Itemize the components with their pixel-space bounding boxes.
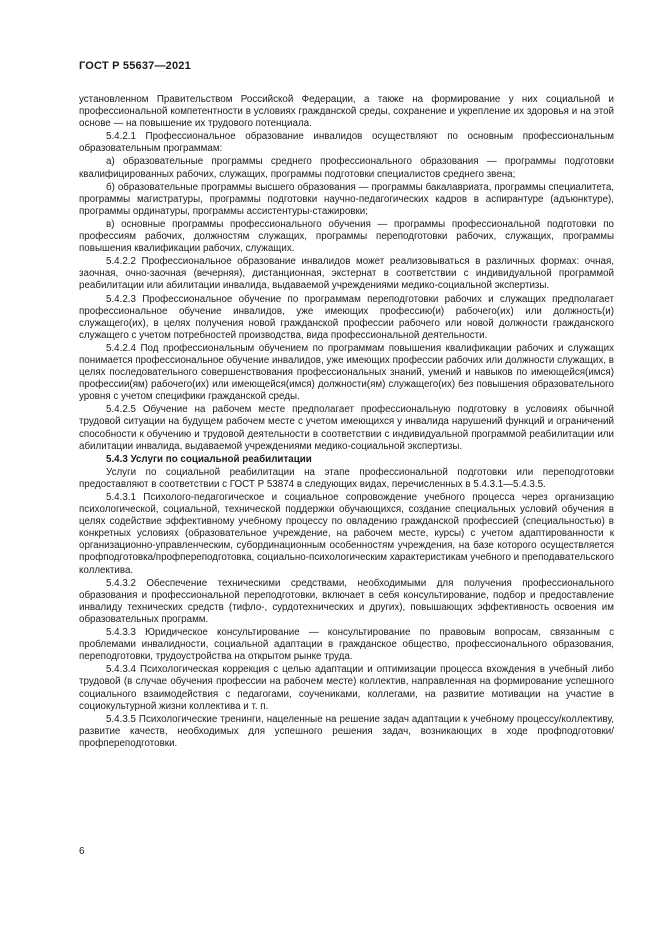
document-header-id: ГОСТ Р 55637—2021 xyxy=(79,60,191,72)
paragraph: 5.4.3.1 Психолого-педагогическое и социальное сопровождение учебного процесса через организацию психологической, социальной, технической поддержки обучающихся, создание специальных условий обучения в целях содействие эффективному учебному процессу по овладению гражданской профессией (специальностью) в конкретных условиях (образовательное учреждение, на рабочем месте, курсы) с учетом адаптированности к организационно-управленческим, субординационным особенностям учреждения, на базе которого осуществляется профподготовка/профпереподготовка, социально-психологическим характеристикам учебного и преподавательского коллектива. xyxy=(79,492,614,576)
paragraph: установленном Правительством Российской Федерации, а также на формирование у них социальной и профессиональной компетентности в условиях гражданской среды, сохранение и укрепление их здоровья и на этой основе — на повышение их трудового потенциала. xyxy=(79,94,614,130)
paragraph: 5.4.2.3 Профессиональное обучение по программам переподготовки рабочих и служащих предполагает профессиональное обучение инвалидов, уже имеющих профессию(и) рабочего(их) или должность(и) служащего(их), в целях получения новой гражданской профессии рабочего или новой должности гражданского служащего с учетом потребностей производства, вида профессиональной деятельности. xyxy=(79,293,614,341)
paragraph: 5.4.3.5 Психологические тренинги, нацеленные на решение задач адаптации к учебному процессу/коллективу, развитие качеств, необходимых для успешного решения задач, возникающих в ходе профподготовки/профпереподготовки. xyxy=(79,713,614,749)
paragraph: а) образовательные программы среднего профессионального образования — программы подготовки квалифицированных рабочих, служащих, программы подготовки специалистов среднего звена; xyxy=(79,156,614,180)
document-body xyxy=(79,94,614,751)
paragraph: Услуги по социальной реабилитации на этапе профессиональной подготовки или переподготовки предоставляют в соответствии с ГОСТ Р 53874 в следующих видах, перечисленных в 5.4.3.1—5.4.3.5. xyxy=(79,466,614,490)
paragraph: в) основные программы профессионального обучения — программы профессиональной подготовки по профессиям рабочих, должностям служащих, программы переподготовки рабочих, служащих, программы повышения квалификации рабочих, служащих. xyxy=(79,218,614,255)
paragraph: 5.4.2.5 Обучение на рабочем месте предполагает профессиональную подготовку в условиях обычной трудовой ситуации на будущем рабочем месте с учетом имеющихся у инвалида нарушений функций и ограничений способности к обучению и трудовой деятельности в соответствии с индивидуальной программой реабилитации или абилитации инвалида, выдаваемой учреждениями медико-социальной экспертизы. xyxy=(79,404,614,452)
paragraph: б) образовательные программы высшего образования — программы бакалавриата, программы специалитета, программы магистратуры, программы подготовки научно-педагогических кадров в аспирантуре (адъюнктуре), программы ординатуры, программы ассистентуры-стажировки; xyxy=(79,181,614,217)
paragraph: 5.4.3.3 Юридическое консультирование — консультирование по правовым вопросам, связанным с проблемами инвалидности, социальной адаптации в гражданское общество, профессионального образования, переподготовки, трудоустройства на открытом рынке труда. xyxy=(79,627,614,663)
paragraph: 5.4.3.2 Обеспечение техническими средствами, необходимыми для получения профессионального образования и профессиональной переподготовки, включает в себя консультирование, подбор и предоставление инвалиду технических средств (тифло-, сурдотехнических и других), повышающих эффективность освоения им образовательных программ. xyxy=(79,577,614,625)
section-heading: 5.4.3 Услуги по социальной реабилитации xyxy=(106,453,312,465)
page-number: 6 xyxy=(79,846,85,857)
paragraph: 5.4.2.4 Под профессиональным обучением по программам повышения квалификации рабочих и служащих понимается профессиональное обучение инвалидов, уже имеющих профессии рабочих или должности служащих, в целях последовательного совершенствования профессиональных знаний, умений и навыков по имеющейся(имся) профессии(ям) рабочего(их) или имеющейся(имся) должности(ям) служащего(их) без повышения образовательного уровня с учетом специфики гражданской среды. xyxy=(79,342,614,403)
paragraph: 5.4.2.2 Профессиональное образование инвалидов может реализовываться в различных формах: очная, заочная, очно-заочная (вечерняя), дистанционная, экстернат в соответствии с индивидуальной программой реабилитации или абилитации инвалида, выдаваемой учреждениями медико-социальной экспертизы. xyxy=(79,256,614,292)
paragraph: 5.4.3.4 Психологическая коррекция с целью адаптации и оптимизации процесса вхождения в учебный либо трудовой (в случае обучения профессии на рабочем месте) коллектив, направленная на формирование успешного социального взаимодействия с педагогами, соучениками, коллегами, на развитие мотивации на участие в социокультурной жизни коллектива и т. п. xyxy=(79,664,614,712)
paragraph: 5.4.2.1 Профессиональное образование инвалидов осуществляют по основным профессиональным образовательным программам: xyxy=(79,131,614,155)
